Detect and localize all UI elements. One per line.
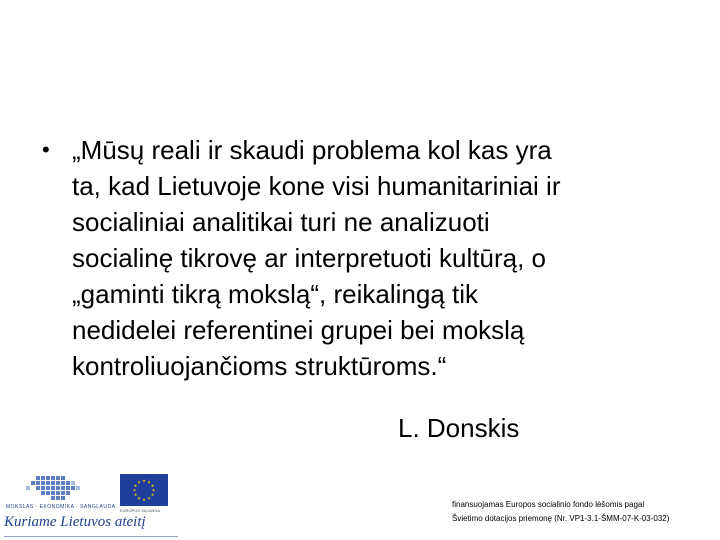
quote-line-6: nedidelei referentinei grupei bei mokslą <box>72 315 525 345</box>
logo-caption: Kuriame Lietuvos ateitį <box>4 514 146 530</box>
lithuania-map-logo-icon <box>6 470 114 520</box>
svg-text:★: ★ <box>133 492 138 497</box>
svg-text:★: ★ <box>150 492 155 497</box>
svg-text:★: ★ <box>151 487 156 493</box>
quote-line-1: „Mūsų reali ir skaudi problema kol kas yra <box>72 135 552 165</box>
svg-text:★: ★ <box>133 483 138 488</box>
funding-note <box>452 498 669 526</box>
quote-line-2: ta, kad Lietuvoje kone visi humanitariniai ir <box>72 171 561 201</box>
quote-bullet <box>42 132 692 384</box>
logo-small-text: MOKSLAS · EKONOMIKA · SANGLAUDA <box>6 504 116 510</box>
bullet-icon: • <box>42 137 50 162</box>
slide-body <box>42 132 692 384</box>
svg-text:★: ★ <box>132 487 137 493</box>
svg-text:★: ★ <box>137 479 141 485</box>
funding-line-2: Švietimo dotacijos priemonę (Nr. VP1-3.1-ŠMM-07-K-03-032) <box>452 514 670 523</box>
quote-author: L. Donskis <box>398 413 520 443</box>
quote-line-3: socialiniai analitikai turi ne analizuoti <box>72 207 490 237</box>
eu-caption: EUROPOS SĄJUNGA <box>120 508 161 513</box>
funding-line-1: finansuojamas Europos socialinio fondo lėšomis pagal <box>452 500 645 509</box>
svg-text:★: ★ <box>142 478 146 483</box>
svg-text:★: ★ <box>142 497 146 502</box>
svg-text:★: ★ <box>150 483 155 488</box>
svg-text:★: ★ <box>147 479 151 485</box>
footer-logos <box>0 466 182 540</box>
quote-line-5: „gaminti tikrą mokslą“, reikalingą tik <box>72 279 479 309</box>
eu-flag-icon <box>120 474 168 506</box>
svg-text:★: ★ <box>147 495 151 501</box>
quote-line-4: socialinę tikrovę ar interpretuoti kultūrą, o <box>72 243 547 273</box>
logo-divider <box>4 536 178 537</box>
quote-line-7: kontroliuojančioms struktūroms.“ <box>72 351 447 381</box>
svg-text:★: ★ <box>137 495 141 501</box>
